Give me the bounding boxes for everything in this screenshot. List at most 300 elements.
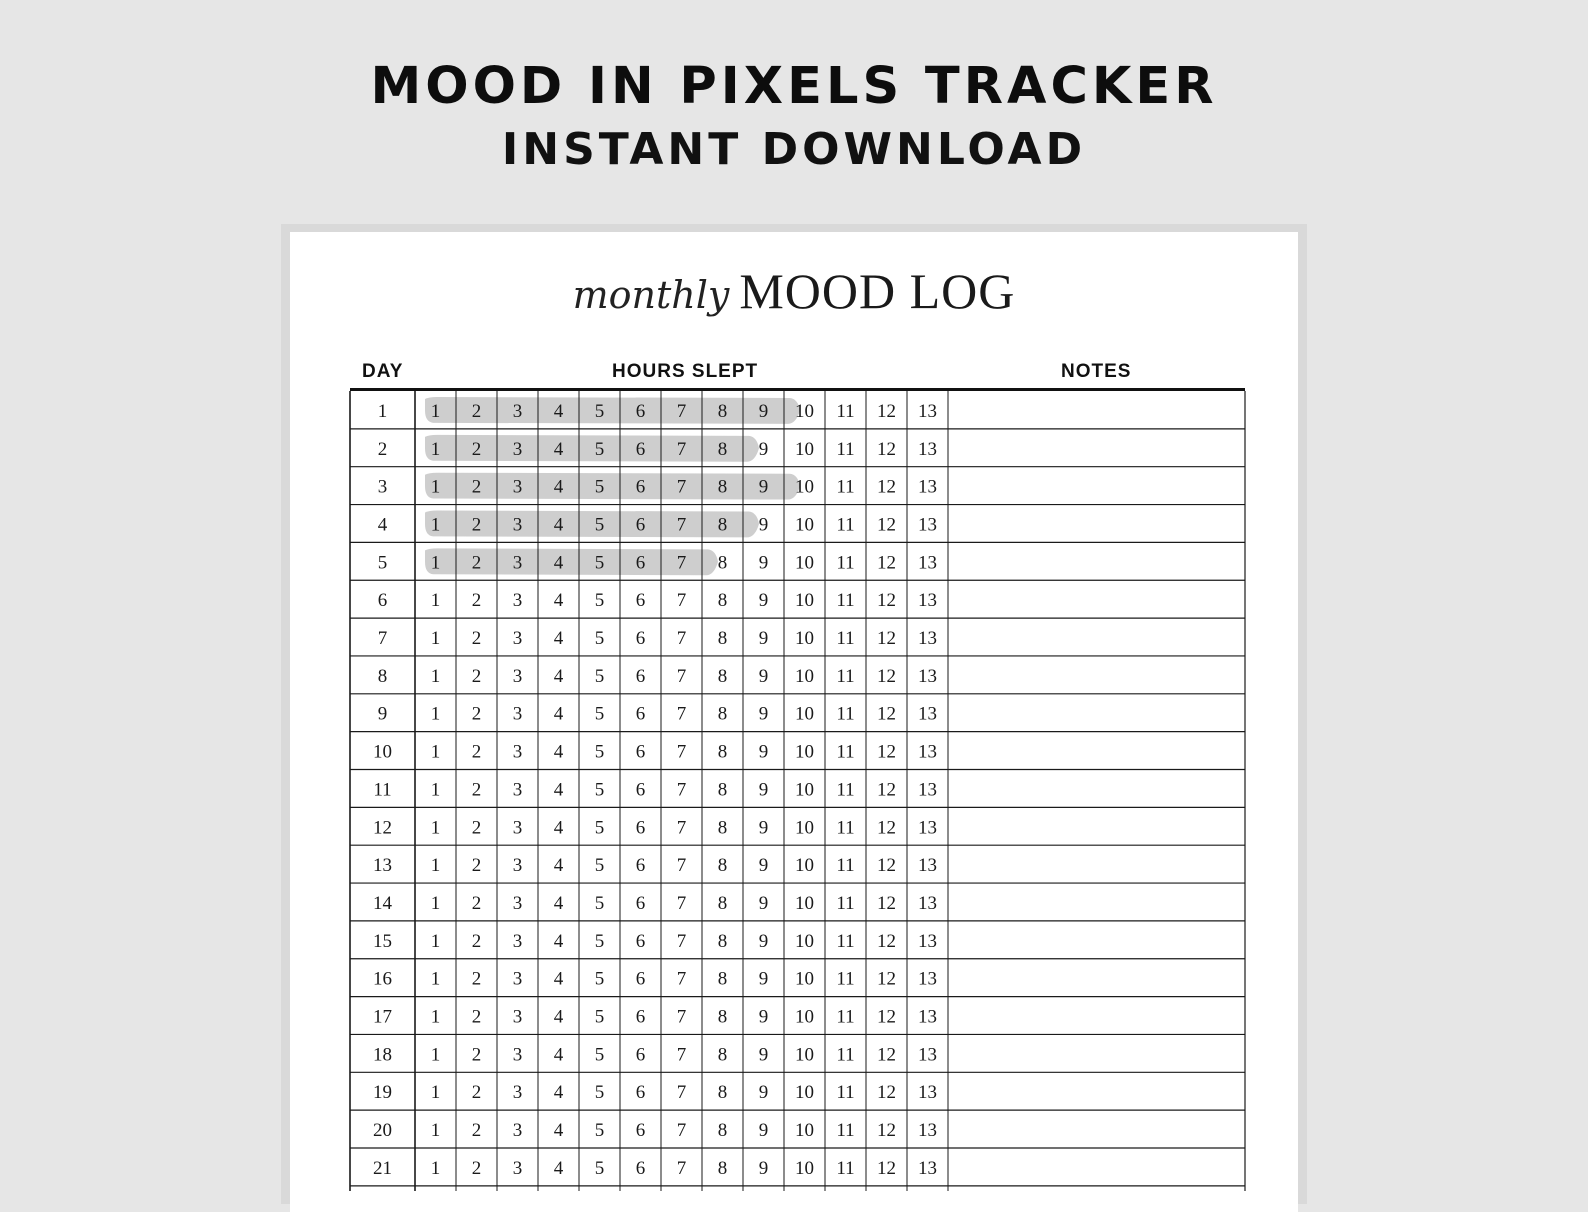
hour-cell-3-1: 1	[430, 476, 441, 498]
hour-cell-20-3: 3	[512, 1120, 523, 1142]
hour-cell-8-10: 10	[795, 665, 814, 687]
hour-cell-8-13: 13	[918, 665, 937, 687]
hour-cell-19-8: 8	[717, 1082, 728, 1104]
hour-cell-7-9: 9	[758, 628, 769, 650]
hour-cell-13-6: 6	[635, 855, 646, 877]
hour-cell-7-2: 2	[471, 628, 482, 650]
hour-cell-7-1: 1	[430, 628, 441, 650]
hour-cell-18-2: 2	[471, 1044, 482, 1066]
hour-cell-20-13: 13	[918, 1120, 937, 1142]
day-number-3: 3	[377, 476, 388, 498]
hour-cell-11-5: 5	[594, 779, 605, 801]
hour-cell-16-9: 9	[758, 968, 769, 990]
hour-cell-5-7: 7	[676, 552, 687, 574]
hour-cell-4-13: 13	[918, 514, 937, 536]
hour-cell-5-2: 2	[471, 552, 482, 574]
hour-cell-2-1: 1	[430, 438, 441, 460]
hour-cell-12-1: 1	[430, 817, 441, 839]
hour-cell-11-9: 9	[758, 779, 769, 801]
hour-cell-3-4: 4	[553, 476, 564, 498]
hour-cell-2-4: 4	[553, 438, 564, 460]
hour-cell-20-6: 6	[635, 1120, 646, 1142]
hour-cell-18-7: 7	[676, 1044, 687, 1066]
hour-cell-13-10: 10	[795, 855, 814, 877]
hour-cell-15-4: 4	[553, 930, 564, 952]
hour-cell-6-8: 8	[717, 590, 728, 612]
hour-cell-8-3: 3	[512, 665, 523, 687]
hour-cell-20-10: 10	[795, 1120, 814, 1142]
hour-cell-3-8: 8	[717, 476, 728, 498]
hour-cell-12-2: 2	[471, 817, 482, 839]
hour-cell-16-10: 10	[795, 968, 814, 990]
hour-cell-4-12: 12	[877, 514, 896, 536]
hour-cell-8-5: 5	[594, 665, 605, 687]
hour-cell-14-5: 5	[594, 892, 605, 914]
hour-cell-11-11: 11	[836, 779, 855, 801]
hour-cell-20-4: 4	[553, 1120, 564, 1142]
hour-cell-12-11: 11	[836, 817, 855, 839]
hour-cell-1-4: 4	[553, 400, 564, 422]
hour-cell-12-3: 3	[512, 817, 523, 839]
day-number-4: 4	[377, 514, 388, 536]
hour-cell-14-2: 2	[471, 892, 482, 914]
day-number-17: 17	[373, 1006, 392, 1028]
hour-cell-15-9: 9	[758, 930, 769, 952]
hour-cell-20-1: 1	[430, 1120, 441, 1142]
hour-cell-2-11: 11	[836, 438, 855, 460]
hour-cell-5-11: 11	[836, 552, 855, 574]
hour-cell-18-11: 11	[836, 1044, 855, 1066]
hour-cell-2-9: 9	[758, 438, 769, 460]
hour-cell-6-4: 4	[553, 590, 564, 612]
hour-cell-18-10: 10	[795, 1044, 814, 1066]
hour-cell-15-7: 7	[676, 930, 687, 952]
hour-cell-17-1: 1	[430, 1006, 441, 1028]
sleep-highlight-row-1	[425, 397, 800, 424]
hour-cell-1-9: 9	[758, 400, 769, 422]
hour-cell-3-5: 5	[594, 476, 605, 498]
hour-cell-1-10: 10	[795, 400, 814, 422]
hour-cell-13-4: 4	[553, 855, 564, 877]
hour-cell-13-12: 12	[877, 855, 896, 877]
hour-cell-5-8: 8	[717, 552, 728, 574]
hour-cell-10-10: 10	[795, 741, 814, 763]
hour-cell-18-9: 9	[758, 1044, 769, 1066]
hour-cell-11-13: 13	[918, 779, 937, 801]
hour-cell-4-3: 3	[512, 514, 523, 536]
hour-cell-14-3: 3	[512, 892, 523, 914]
day-number-15: 15	[373, 930, 392, 952]
hour-cell-3-11: 11	[836, 476, 855, 498]
hour-cell-16-5: 5	[594, 968, 605, 990]
hour-cell-16-3: 3	[512, 968, 523, 990]
hour-cell-16-2: 2	[471, 968, 482, 990]
hour-cell-7-5: 5	[594, 628, 605, 650]
hour-cell-1-12: 12	[877, 400, 896, 422]
hour-cell-13-2: 2	[471, 855, 482, 877]
hour-cell-14-4: 4	[553, 892, 564, 914]
hour-cell-21-3: 3	[512, 1157, 523, 1179]
day-number-14: 14	[373, 892, 392, 914]
hour-cell-9-13: 13	[918, 703, 937, 725]
hour-cell-9-6: 6	[635, 703, 646, 725]
hour-cell-1-6: 6	[635, 400, 646, 422]
hour-cell-7-11: 11	[836, 628, 855, 650]
hour-cell-1-13: 13	[918, 400, 937, 422]
hour-cell-21-2: 2	[471, 1157, 482, 1179]
hour-cell-4-8: 8	[717, 514, 728, 536]
hour-cell-21-6: 6	[635, 1157, 646, 1179]
hour-cell-20-12: 12	[877, 1120, 896, 1142]
hour-cell-13-11: 11	[836, 855, 855, 877]
hour-cell-5-10: 10	[795, 552, 814, 574]
hour-cell-20-7: 7	[676, 1120, 687, 1142]
hour-cell-7-10: 10	[795, 628, 814, 650]
day-number-16: 16	[373, 968, 392, 990]
hour-cell-2-6: 6	[635, 438, 646, 460]
hour-cell-12-12: 12	[877, 817, 896, 839]
hour-cell-10-11: 11	[836, 741, 855, 763]
hour-cell-9-7: 7	[676, 703, 687, 725]
hour-cell-4-5: 5	[594, 514, 605, 536]
hour-cell-2-5: 5	[594, 438, 605, 460]
hour-cell-19-2: 2	[471, 1082, 482, 1104]
hour-cell-9-5: 5	[594, 703, 605, 725]
hour-cell-10-13: 13	[918, 741, 937, 763]
hour-cell-19-11: 11	[836, 1082, 855, 1104]
hour-cell-21-13: 13	[918, 1157, 937, 1179]
hour-cell-21-12: 12	[877, 1157, 896, 1179]
hour-cell-8-4: 4	[553, 665, 564, 687]
hour-cell-16-7: 7	[676, 968, 687, 990]
hour-cell-21-7: 7	[676, 1157, 687, 1179]
hour-cell-17-7: 7	[676, 1006, 687, 1028]
hour-cell-11-7: 7	[676, 779, 687, 801]
hour-cell-19-6: 6	[635, 1082, 646, 1104]
hour-cell-15-1: 1	[430, 930, 441, 952]
hour-cell-14-6: 6	[635, 892, 646, 914]
hour-cell-6-7: 7	[676, 590, 687, 612]
hour-cell-2-13: 13	[918, 438, 937, 460]
hour-cell-19-3: 3	[512, 1082, 523, 1104]
hour-cell-17-11: 11	[836, 1006, 855, 1028]
hour-cell-9-10: 10	[795, 703, 814, 725]
hour-cell-1-2: 2	[471, 400, 482, 422]
hour-cell-5-13: 13	[918, 552, 937, 574]
hour-cell-7-4: 4	[553, 628, 564, 650]
hour-cell-10-5: 5	[594, 741, 605, 763]
day-number-19: 19	[373, 1082, 392, 1104]
hour-cell-12-4: 4	[553, 817, 564, 839]
hour-cell-18-4: 4	[553, 1044, 564, 1066]
hour-cell-12-6: 6	[635, 817, 646, 839]
hour-cell-10-1: 1	[430, 741, 441, 763]
sleep-highlight-row-3	[425, 473, 800, 500]
hour-cell-4-7: 7	[676, 514, 687, 536]
hour-cell-7-6: 6	[635, 628, 646, 650]
hour-cell-20-11: 11	[836, 1120, 855, 1142]
hour-cell-12-10: 10	[795, 817, 814, 839]
hour-cell-3-7: 7	[676, 476, 687, 498]
banner-subtitle: INSTANT DOWNLOAD	[501, 124, 1087, 175]
hour-cell-2-12: 12	[877, 438, 896, 460]
hour-cell-20-2: 2	[471, 1120, 482, 1142]
hour-cell-9-11: 11	[836, 703, 855, 725]
hour-cell-14-13: 13	[918, 892, 937, 914]
hour-cell-18-8: 8	[717, 1044, 728, 1066]
hour-cell-13-7: 7	[676, 855, 687, 877]
hour-cell-2-7: 7	[676, 438, 687, 460]
hour-cell-15-11: 11	[836, 930, 855, 952]
hour-cell-14-12: 12	[877, 892, 896, 914]
day-number-9: 9	[377, 703, 388, 725]
hour-cell-9-12: 12	[877, 703, 896, 725]
hour-cell-3-12: 12	[877, 476, 896, 498]
hour-cell-21-5: 5	[594, 1157, 605, 1179]
hour-cell-6-12: 12	[877, 590, 896, 612]
hour-cell-11-1: 1	[430, 779, 441, 801]
hour-cell-17-12: 12	[877, 1006, 896, 1028]
hour-cell-3-10: 10	[795, 476, 814, 498]
hour-cell-21-8: 8	[717, 1157, 728, 1179]
hour-cell-2-10: 10	[795, 438, 814, 460]
hour-cell-19-1: 1	[430, 1082, 441, 1104]
hour-cell-18-12: 12	[877, 1044, 896, 1066]
day-number-1: 1	[377, 400, 388, 422]
hour-cell-1-8: 8	[717, 400, 728, 422]
hour-cell-5-6: 6	[635, 552, 646, 574]
hour-cell-11-10: 10	[795, 779, 814, 801]
hour-cell-2-3: 3	[512, 438, 523, 460]
hour-cell-5-4: 4	[553, 552, 564, 574]
hour-cell-16-13: 13	[918, 968, 937, 990]
hour-cell-6-3: 3	[512, 590, 523, 612]
hour-cell-15-6: 6	[635, 930, 646, 952]
sleep-highlight-layer	[425, 397, 800, 575]
hour-cell-9-1: 1	[430, 703, 441, 725]
hour-cell-15-13: 13	[918, 930, 937, 952]
hour-cell-6-9: 9	[758, 590, 769, 612]
day-number-5: 5	[377, 552, 388, 574]
hour-cell-10-2: 2	[471, 741, 482, 763]
hour-cell-6-6: 6	[635, 590, 646, 612]
hour-cell-5-9: 9	[758, 552, 769, 574]
hour-cell-21-4: 4	[553, 1157, 564, 1179]
hour-cell-6-11: 11	[836, 590, 855, 612]
hour-cell-18-13: 13	[918, 1044, 937, 1066]
day-number-12: 12	[373, 817, 392, 839]
column-header-day: DAY	[362, 361, 404, 382]
hour-cell-13-5: 5	[594, 855, 605, 877]
hour-cell-11-4: 4	[553, 779, 564, 801]
hour-cell-14-10: 10	[795, 892, 814, 914]
hour-cell-5-5: 5	[594, 552, 605, 574]
hour-cell-9-4: 4	[553, 703, 564, 725]
hour-cell-6-13: 13	[918, 590, 937, 612]
hour-cell-9-8: 8	[717, 703, 728, 725]
column-header-hours-slept: HOURS SLEPT	[612, 361, 759, 382]
hour-cell-4-4: 4	[553, 514, 564, 536]
hour-cell-16-1: 1	[430, 968, 441, 990]
hour-cell-11-12: 12	[877, 779, 896, 801]
hour-cell-15-12: 12	[877, 930, 896, 952]
hour-cell-4-1: 1	[430, 514, 441, 536]
day-number-13: 13	[373, 855, 392, 877]
day-number-21: 21	[373, 1157, 392, 1179]
hour-cell-16-11: 11	[836, 968, 855, 990]
hour-cell-11-6: 6	[635, 779, 646, 801]
hour-cell-12-13: 13	[918, 817, 937, 839]
hour-cell-10-3: 3	[512, 741, 523, 763]
hour-cell-8-9: 9	[758, 665, 769, 687]
hour-cell-15-3: 3	[512, 930, 523, 952]
hour-cell-3-2: 2	[471, 476, 482, 498]
hour-cell-13-1: 1	[430, 855, 441, 877]
sheet-title-script: monthly	[572, 273, 730, 317]
hour-cell-2-2: 2	[471, 438, 482, 460]
hour-cell-10-4: 4	[553, 741, 564, 763]
hour-cell-2-8: 8	[717, 438, 728, 460]
hour-cell-16-4: 4	[553, 968, 564, 990]
hour-cell-12-8: 8	[717, 817, 728, 839]
hour-cell-5-12: 12	[877, 552, 896, 574]
hour-cell-20-5: 5	[594, 1120, 605, 1142]
banner-title: MOOD IN PIXELS TRACKER	[370, 57, 1218, 116]
hour-cell-17-10: 10	[795, 1006, 814, 1028]
day-number-18: 18	[373, 1044, 392, 1066]
hour-cell-20-9: 9	[758, 1120, 769, 1142]
hour-cell-17-3: 3	[512, 1006, 523, 1028]
day-number-20: 20	[373, 1120, 392, 1142]
hour-cell-4-2: 2	[471, 514, 482, 536]
hour-cell-12-5: 5	[594, 817, 605, 839]
hour-cell-12-9: 9	[758, 817, 769, 839]
day-number-10: 10	[373, 741, 392, 763]
day-number-8: 8	[377, 665, 388, 687]
hour-cell-19-10: 10	[795, 1082, 814, 1104]
sheet-title-main: MOOD LOG	[739, 263, 1016, 319]
hour-cell-21-11: 11	[836, 1157, 855, 1179]
hour-cell-17-8: 8	[717, 1006, 728, 1028]
hour-cell-14-8: 8	[717, 892, 728, 914]
hour-cell-5-1: 1	[430, 552, 441, 574]
hour-cell-10-9: 9	[758, 741, 769, 763]
hour-cell-8-8: 8	[717, 665, 728, 687]
hour-cell-8-12: 12	[877, 665, 896, 687]
hour-cell-8-2: 2	[471, 665, 482, 687]
hour-cell-17-13: 13	[918, 1006, 937, 1028]
hour-cell-3-6: 6	[635, 476, 646, 498]
hour-cell-18-1: 1	[430, 1044, 441, 1066]
hour-cell-12-7: 7	[676, 817, 687, 839]
hour-cell-21-10: 10	[795, 1157, 814, 1179]
hour-cell-3-3: 3	[512, 476, 523, 498]
hour-cell-16-8: 8	[717, 968, 728, 990]
hour-cell-17-9: 9	[758, 1006, 769, 1028]
hour-cell-11-2: 2	[471, 779, 482, 801]
day-number-11: 11	[373, 779, 392, 801]
hour-cell-1-1: 1	[430, 400, 441, 422]
hour-cell-3-13: 13	[918, 476, 937, 498]
hour-cell-13-8: 8	[717, 855, 728, 877]
hour-cell-6-10: 10	[795, 590, 814, 612]
hour-cell-19-7: 7	[676, 1082, 687, 1104]
hour-cell-15-5: 5	[594, 930, 605, 952]
hour-cell-4-11: 11	[836, 514, 855, 536]
day-number-7: 7	[377, 628, 388, 650]
hour-cell-13-3: 3	[512, 855, 523, 877]
hour-cell-6-2: 2	[471, 590, 482, 612]
hour-cell-8-6: 6	[635, 665, 646, 687]
hour-cell-10-8: 8	[717, 741, 728, 763]
hour-cell-9-3: 3	[512, 703, 523, 725]
hour-cell-7-7: 7	[676, 628, 687, 650]
day-number-6: 6	[377, 590, 388, 612]
hour-cell-21-1: 1	[430, 1157, 441, 1179]
hour-cell-8-1: 1	[430, 665, 441, 687]
hour-cell-1-11: 11	[836, 400, 855, 422]
hour-cell-4-10: 10	[795, 514, 814, 536]
hour-cell-19-5: 5	[594, 1082, 605, 1104]
hour-cell-9-9: 9	[758, 703, 769, 725]
hour-cell-16-6: 6	[635, 968, 646, 990]
hour-cell-14-11: 11	[836, 892, 855, 914]
hour-cell-6-5: 5	[594, 590, 605, 612]
hour-cell-19-13: 13	[918, 1082, 937, 1104]
hour-cell-21-9: 9	[758, 1157, 769, 1179]
hour-cell-7-8: 8	[717, 628, 728, 650]
hour-cell-10-6: 6	[635, 741, 646, 763]
hour-cell-5-3: 3	[512, 552, 523, 574]
hour-cell-18-6: 6	[635, 1044, 646, 1066]
hour-cell-7-13: 13	[918, 628, 937, 650]
hour-cell-11-8: 8	[717, 779, 728, 801]
hour-cell-19-4: 4	[553, 1082, 564, 1104]
hour-cell-15-2: 2	[471, 930, 482, 952]
hour-cell-18-5: 5	[594, 1044, 605, 1066]
sleep-highlight-row-5	[425, 548, 718, 575]
day-number-2: 2	[377, 438, 388, 460]
hour-cell-4-9: 9	[758, 514, 769, 536]
hour-cell-17-4: 4	[553, 1006, 564, 1028]
hour-cell-13-9: 9	[758, 855, 769, 877]
hour-cell-14-9: 9	[758, 892, 769, 914]
hour-cell-3-9: 9	[758, 476, 769, 498]
hour-cell-14-7: 7	[676, 892, 687, 914]
hour-cell-6-1: 1	[430, 590, 441, 612]
hour-cell-15-10: 10	[795, 930, 814, 952]
hour-cell-7-3: 3	[512, 628, 523, 650]
hour-cell-18-3: 3	[512, 1044, 523, 1066]
hour-cell-15-8: 8	[717, 930, 728, 952]
column-header-notes: NOTES	[1061, 361, 1132, 382]
hour-cell-1-5: 5	[594, 400, 605, 422]
hour-cell-8-7: 7	[676, 665, 687, 687]
hour-cell-16-12: 12	[877, 968, 896, 990]
hour-cell-13-13: 13	[918, 855, 937, 877]
hour-cell-1-3: 3	[512, 400, 523, 422]
hour-cell-17-5: 5	[594, 1006, 605, 1028]
hour-cell-7-12: 12	[877, 628, 896, 650]
hour-cell-8-11: 11	[836, 665, 855, 687]
hour-cell-14-1: 1	[430, 892, 441, 914]
hour-cell-10-7: 7	[676, 741, 687, 763]
hour-cell-17-2: 2	[471, 1006, 482, 1028]
hour-cell-19-12: 12	[877, 1082, 896, 1104]
hour-cell-4-6: 6	[635, 514, 646, 536]
hour-cell-20-8: 8	[717, 1120, 728, 1142]
hour-cell-10-12: 12	[877, 741, 896, 763]
